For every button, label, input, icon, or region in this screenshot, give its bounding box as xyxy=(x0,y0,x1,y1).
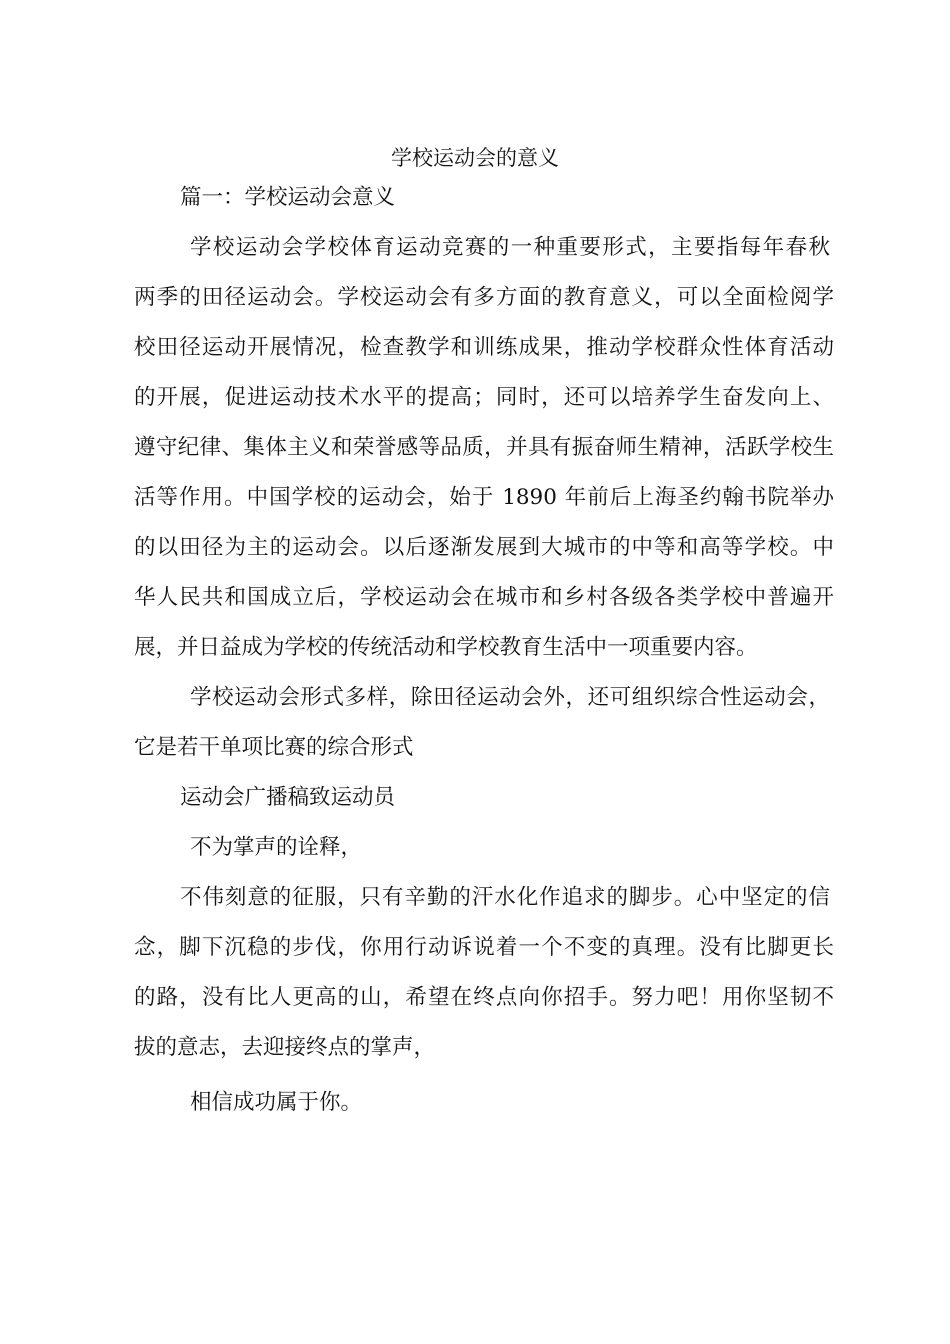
paragraph-line: 念，脚下沉稳的步伐，你用行动诉说着一个不变的真理。没有比脚更长 xyxy=(134,935,834,960)
paragraph-line: 它是若干单项比赛的综合形式 xyxy=(134,735,414,760)
broadcast-heading: 运动会广播稿致运动员 xyxy=(180,785,396,810)
paragraph-line: 活等作用。中国学校的运动会，始于 1890 年前后上海圣约翰书院举办 xyxy=(134,485,834,510)
paragraph-line: 的路，没有比人更高的山，希望在终点向你招手。努力吧！用你坚韧不 xyxy=(134,985,834,1010)
section-heading: 篇一：学校运动会意义 xyxy=(180,185,396,210)
paragraph-line: 校田径运动开展情况，检查教学和训练成果，推动学校群众性体育活动 xyxy=(134,335,834,360)
paragraph-line: 遵守纪律、集体主义和荣誉感等品质，并具有振奋师生精神，活跃学校生 xyxy=(134,435,834,460)
broadcast-line: 不为掌声的诠释， xyxy=(190,835,363,860)
paragraph-line: 学校运动会形式多样，除田径运动会外，还可组织综合性运动会， xyxy=(190,685,830,710)
paragraph-line: 的以田径为主的运动会。以后逐渐发展到大城市的中等和高等学校。中 xyxy=(134,535,834,560)
paragraph-line: 的开展，促进运动技术水平的提高；同时，还可以培养学生奋发向上、 xyxy=(134,385,834,410)
closing-line: 相信成功属于你。 xyxy=(190,1090,363,1115)
paragraph-line: 拔的意志，去迎接终点的掌声， xyxy=(134,1035,436,1060)
paragraph-line: 两季的田径运动会。学校运动会有多方面的教育意义，可以全面检阅学 xyxy=(134,285,834,310)
paragraph-line: 展，并日益成为学校的传统活动和学校教育生活中一项重要内容。 xyxy=(134,635,758,660)
document-title: 学校运动会的意义 xyxy=(391,146,559,170)
paragraph-line: 不伟刻意的征服，只有辛勤的汗水化作追求的脚步。心中坚定的信 xyxy=(180,885,830,910)
paragraph-line: 学校运动会学校体育运动竞赛的一种重要形式，主要指每年春秋 xyxy=(190,235,830,260)
paragraph-line: 华人民共和国成立后，学校运动会在城市和乡村各级各类学校中普遍开 xyxy=(134,585,834,610)
